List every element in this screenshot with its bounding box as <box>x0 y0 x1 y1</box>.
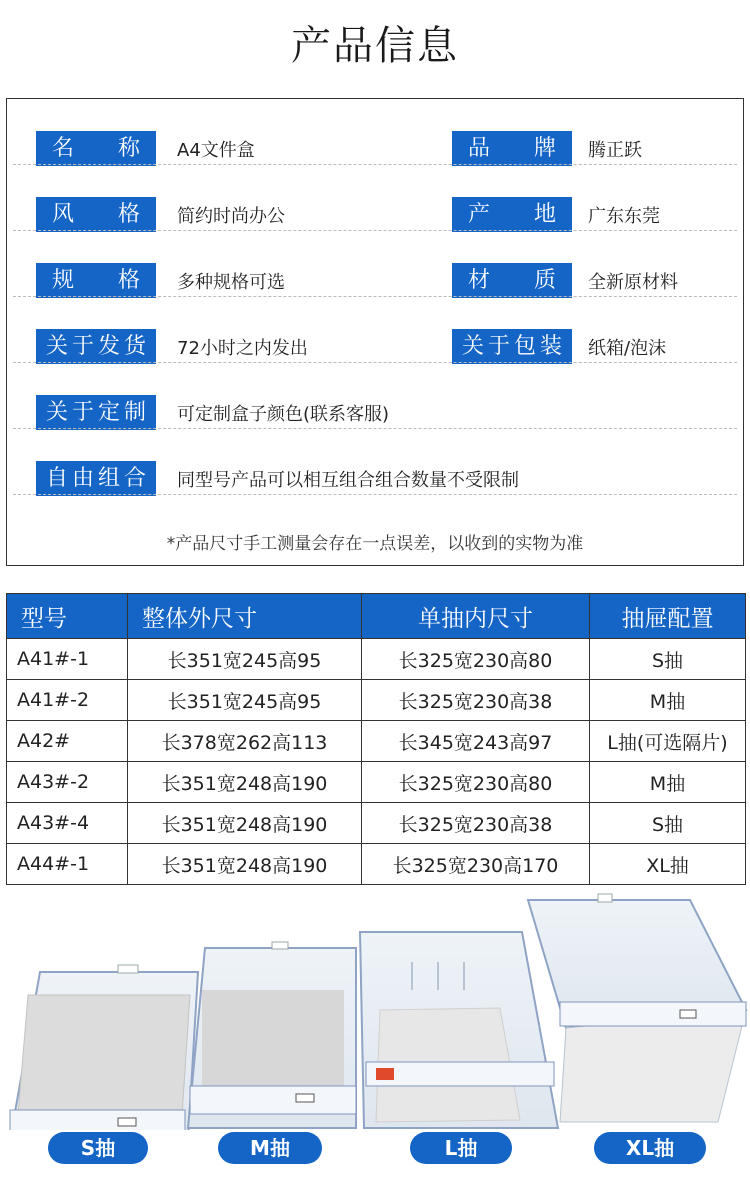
cell-inner: 长325宽230高80 <box>362 762 590 803</box>
cell-config: M抽 <box>590 762 746 803</box>
table-row <box>7 762 746 803</box>
m-drawer-image <box>188 942 356 1128</box>
spec-table <box>6 593 746 885</box>
cell-model: A43#-4 <box>7 803 128 844</box>
xl-drawer-image <box>528 894 746 1122</box>
table-header-row <box>7 594 746 639</box>
shipping-label: 关于发货 <box>36 329 156 364</box>
cell-config: S抽 <box>590 803 746 844</box>
cell-outer: 长351宽248高190 <box>128 803 362 844</box>
cell-outer: 长351宽245高95 <box>128 639 362 680</box>
cell-config: S抽 <box>590 639 746 680</box>
cell-inner: 长325宽230高80 <box>362 639 590 680</box>
material-value: 全新原材料 <box>588 272 678 293</box>
info-row <box>7 297 743 363</box>
cell-model: A43#-2 <box>7 762 128 803</box>
header-drawer-config: 抽屉配置 <box>590 594 746 639</box>
spec-value: 多种规格可选 <box>177 272 285 293</box>
table-row <box>7 844 746 885</box>
cell-inner: 长325宽230高38 <box>362 680 590 721</box>
style-label: 风 格 <box>36 197 156 232</box>
info-row <box>7 363 743 429</box>
shipping-value: 72小时之内发出 <box>177 338 308 359</box>
cell-model: A42# <box>7 721 128 762</box>
header-outer-size: 整体外尺寸 <box>128 594 362 639</box>
drawer-illustrations <box>0 890 750 1130</box>
material-label: 材 质 <box>452 263 572 298</box>
name-label: 名 称 <box>36 131 156 166</box>
combo-label: 自由组合 <box>36 461 156 496</box>
packaging-value: 纸箱/泡沫 <box>588 338 667 359</box>
cell-outer: 长378宽262高113 <box>128 721 362 762</box>
packaging-label: 关于包装 <box>452 329 572 364</box>
info-row <box>7 429 743 495</box>
cell-inner: 长325宽230高38 <box>362 803 590 844</box>
custom-value: 可定制盒子颜色(联系客服) <box>177 404 390 425</box>
cell-outer: 长351宽248高190 <box>128 844 362 885</box>
cell-inner: 长325宽230高170 <box>362 844 590 885</box>
info-row <box>7 165 743 231</box>
spec-label: 规 格 <box>36 263 156 298</box>
header-inner-size: 单抽内尺寸 <box>362 594 590 639</box>
style-value: 简约时尚办公 <box>177 206 285 227</box>
header-model: 型号 <box>7 594 128 639</box>
origin-label: 产 地 <box>452 197 572 232</box>
table-row <box>7 680 746 721</box>
cell-model: A44#-1 <box>7 844 128 885</box>
table-row <box>7 803 746 844</box>
s-drawer-image <box>10 965 198 1130</box>
custom-label: 关于定制 <box>36 395 156 430</box>
brand-label: 品 牌 <box>452 131 572 166</box>
measurement-note: *产品尺寸手工测量会存在一点误差，以收到的实物为准 <box>166 534 584 554</box>
table-row <box>7 721 746 762</box>
info-row <box>7 231 743 297</box>
cell-inner: 长345宽243高97 <box>362 721 590 762</box>
product-info-panel <box>6 98 744 566</box>
cell-config: XL抽 <box>590 844 746 885</box>
cell-config: M抽 <box>590 680 746 721</box>
table-row <box>7 639 746 680</box>
cell-model: A41#-1 <box>7 639 128 680</box>
info-row <box>7 99 743 165</box>
cell-model: A41#-2 <box>7 680 128 721</box>
xl-drawer-badge: XL抽 <box>594 1132 706 1164</box>
m-drawer-badge: M抽 <box>218 1132 322 1164</box>
name-value: A4文件盒 <box>177 140 255 161</box>
cell-outer: 长351宽248高190 <box>128 762 362 803</box>
cell-config: L抽(可选隔片) <box>590 721 746 762</box>
origin-value: 广东东莞 <box>588 206 660 227</box>
cell-outer: 长351宽245高95 <box>128 680 362 721</box>
l-drawer-image <box>360 932 558 1128</box>
page-title: 产品信息 <box>291 23 459 69</box>
brand-value: 腾正跃 <box>588 140 642 161</box>
l-drawer-badge: L抽 <box>410 1132 512 1164</box>
combo-value: 同型号产品可以相互组合组合数量不受限制 <box>177 470 519 491</box>
s-drawer-badge: S抽 <box>48 1132 148 1164</box>
